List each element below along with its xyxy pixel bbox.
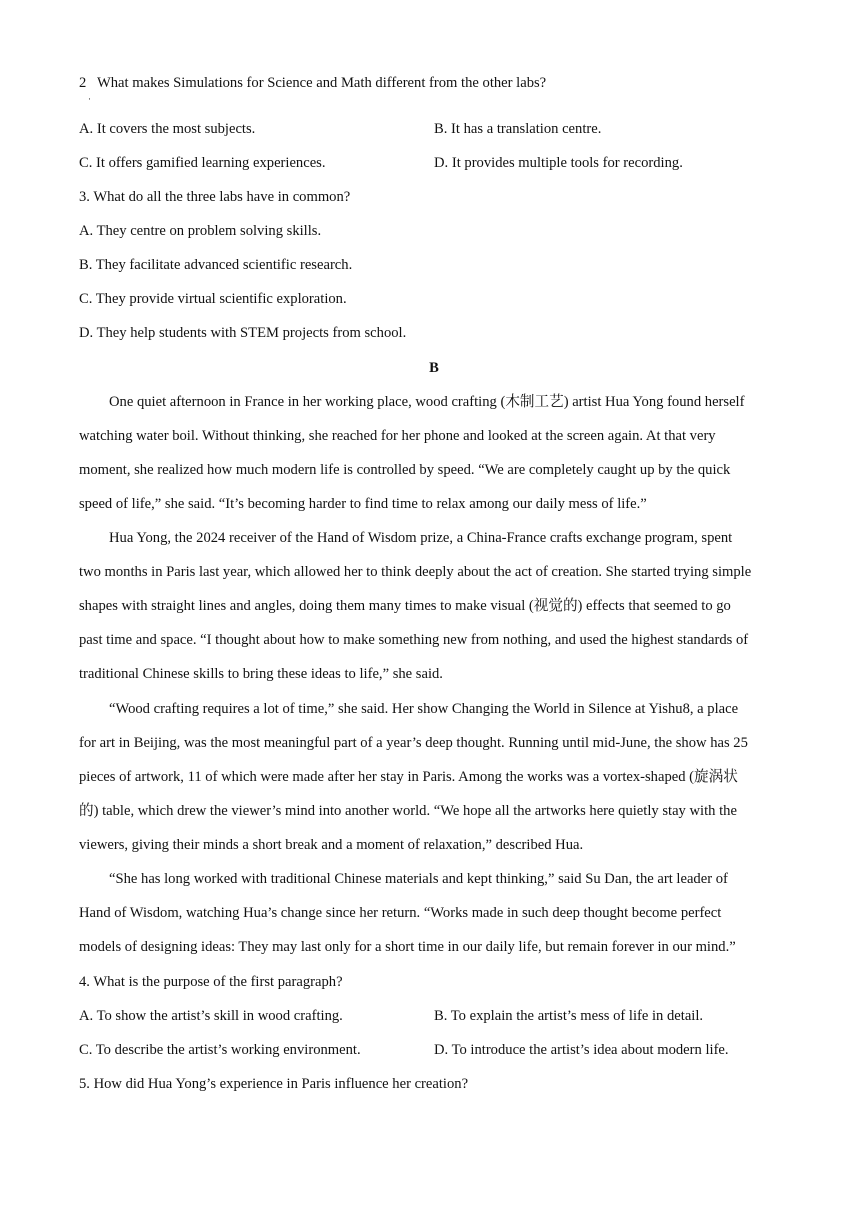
question-number: 2 [79, 75, 87, 91]
question-4: 4. What is the purpose of the first paragraph? [79, 974, 343, 990]
passage-line: for art in Beijing, was the most meaningful part of a year’s deep thought. Running until mid-June, the show has 25 [79, 735, 748, 751]
passage-line: watching water boil. Without thinking, she reached for her phone and looked at the screen again. At that very [79, 428, 716, 444]
passage-line: Hua Yong, the 2024 receiver of the Hand of Wisdom prize, a China-France crafts exchange program, spent [109, 530, 733, 546]
question-2 [79, 74, 546, 92]
passage-line: pieces of artwork, 11 of which were made after her stay in Paris. Among the works was a vortex-shaped (旋涡状 [79, 769, 738, 785]
stray-mark: · [88, 94, 91, 104]
passage-line: One quiet afternoon in France in her working place, wood crafting (木制工艺) artist Hua Yong found herself [109, 394, 745, 410]
q3-option-b: B. They facilitate advanced scientific research. [79, 257, 353, 273]
passage-line: models of designing ideas: They may last only for a short time in our daily life, but remain forever in our mind.” [79, 939, 736, 955]
passage-line: traditional Chinese skills to bring these ideas to life,” she said. [79, 666, 443, 682]
q2-option-b: B. It has a translation centre. [434, 121, 602, 137]
passage-line: speed of life,” she said. “It’s becoming harder to find time to relax among our daily mess of life.” [79, 496, 647, 512]
q4-option-c: C. To describe the artist’s working environment. [79, 1042, 361, 1058]
section-heading: B [429, 360, 439, 376]
passage-line: past time and space. “I thought about how to make something new from nothing, and used the highest standards of [79, 632, 749, 648]
q2-option-a: A. It covers the most subjects. [79, 121, 256, 137]
passage-line: shapes with straight lines and angles, doing them many times to make visual (视觉的) effects that seemed to go [79, 598, 731, 614]
question-3: 3. What do all the three labs have in common? [79, 189, 351, 205]
q4-option-b: B. To explain the artist’s mess of life in detail. [434, 1008, 704, 1024]
passage-line: two months in Paris last year, which allowed her to think deeply about the act of creation. She started trying simple [79, 564, 752, 580]
q3-option-d: D. They help students with STEM projects from school. [79, 325, 407, 341]
q2-option-c: C. It offers gamified learning experiences. [79, 155, 326, 171]
passage-line: “She has long worked with traditional Chinese materials and kept thinking,” said Su Dan, the art leader of [109, 871, 728, 887]
question-5: 5. How did Hua Yong’s experience in Paris influence her creation? [79, 1076, 469, 1092]
passage-line: “Wood crafting requires a lot of time,” she said. Her show Changing the World in Silence at Yishu8, a place [109, 701, 739, 717]
q4-option-a: A. To show the artist’s skill in wood crafting. [79, 1008, 343, 1024]
passage-line: moment, she realized how much modern life is controlled by speed. “We are completely caught up by the quick [79, 462, 731, 478]
q2-option-d: D. It provides multiple tools for recording. [434, 155, 683, 171]
passage-line: 的) table, which drew the viewer’s mind into another world. “We hope all the artworks here quietly stay with the [79, 803, 737, 819]
question-text: What makes Simulations for Science and Math different from the other labs? [96, 75, 547, 91]
q3-option-c: C. They provide virtual scientific exploration. [79, 291, 347, 307]
passage-line: viewers, giving their minds a short break and a moment of relaxation,” described Hua. [79, 837, 584, 853]
passage-line: Hand of Wisdom, watching Hua’s change since her return. “Works made in such deep thought become perfect [79, 905, 722, 921]
q3-option-a: A. They centre on problem solving skills. [79, 223, 322, 239]
q4-option-d: D. To introduce the artist’s idea about modern life. [434, 1042, 729, 1058]
